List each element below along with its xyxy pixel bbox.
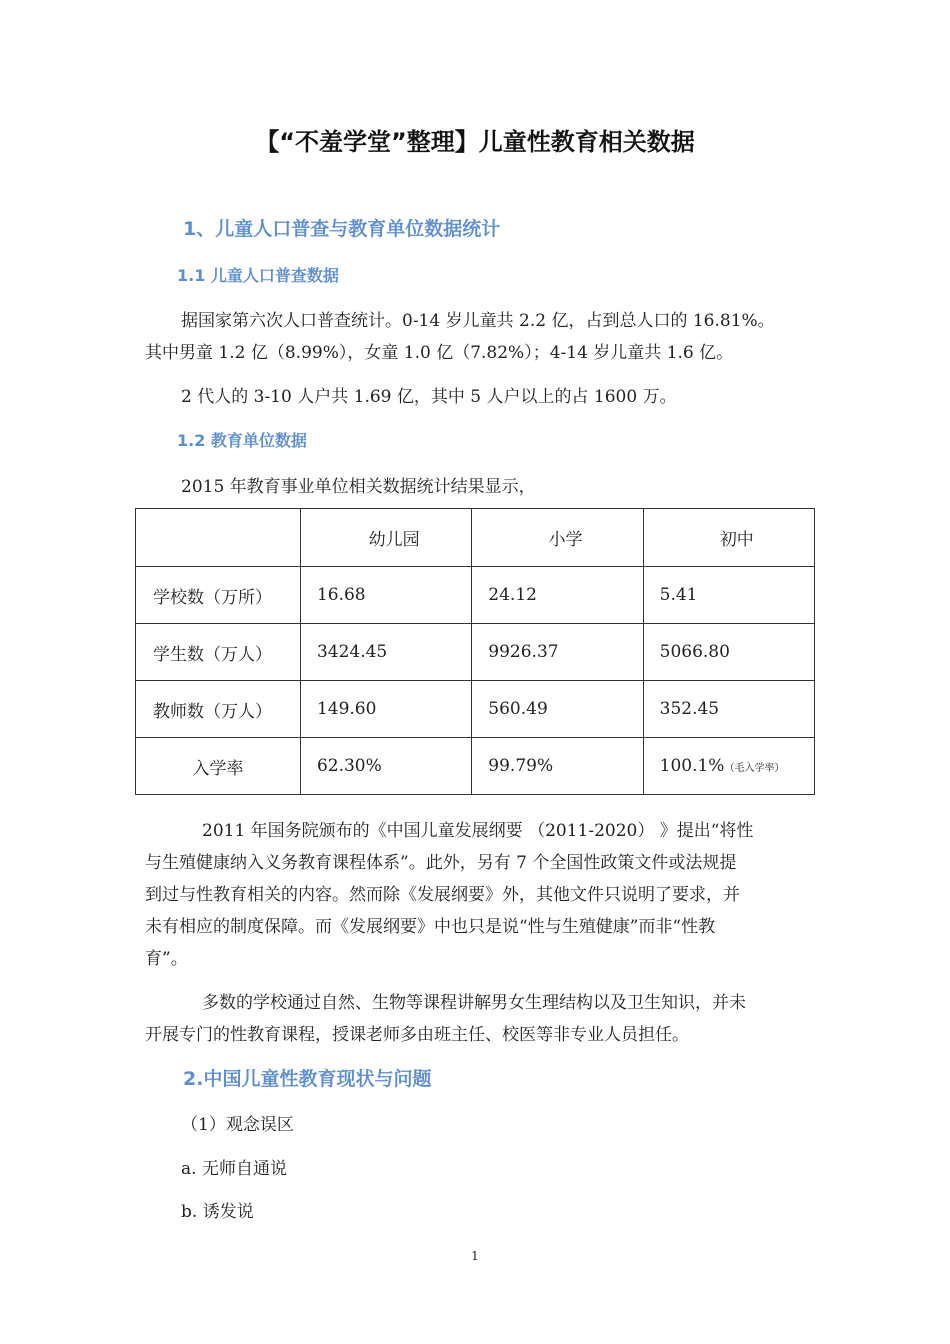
table-header-cell: 小学 [472,509,643,567]
household-paragraph: 2 代人的 3-10 人户共 1.69 亿，其中 5 人户以上的占 1600 万。 [181,387,677,407]
policy-paragraph-line: 与生殖健康纳入义务教育课程体系”。此外，另有 7 个全国性政策文件或法规提 [145,853,737,873]
table-cell: 5066.80 [643,624,814,681]
row-label: 学生数（万人） [136,624,301,681]
table-cell: 3424.45 [300,624,471,681]
policy-paragraph-line: 未有相应的制度保障。而《发展纲要》中也只是说“性与生殖健康”而非“性教 [145,917,716,937]
table-cell: 24.12 [472,567,643,624]
table-row [136,624,815,681]
school-paragraph-line: 开展专门的性教育课程，授课老师多由班主任、校医等非专业人员担任。 [145,1025,689,1045]
table-cell: 9926.37 [472,624,643,681]
table-intro: 2015 年教育事业单位相关数据统计结果显示， [181,477,536,497]
section-1-2-heading: 1.2 教育单位数据 [177,431,307,450]
policy-paragraph-line: 育”。 [145,949,188,969]
row-label: 教师数（万人） [136,681,301,738]
list-item: （1）观念误区 [181,1115,294,1135]
table-row [136,738,815,795]
table-header-row [136,509,815,567]
list-item: b. 诱发说 [181,1202,254,1222]
document-title: 【“不羞学堂”整理】儿童性教育相关数据 [255,128,695,156]
table-cell: 99.79% [472,738,643,795]
table-cell: 16.68 [300,567,471,624]
page-number: 1 [471,1249,479,1263]
table-cell: 149.60 [300,681,471,738]
census-paragraph-line-1: 据国家第六次人口普查统计。0-14 岁儿童共 2.2 亿，占到总人口的 16.81%。 [181,311,775,331]
row-label: 学校数（万所） [136,567,301,624]
table-header-cell [136,509,301,567]
table-cell: 5.41 [643,567,814,624]
education-data-table [135,508,815,795]
section-1-heading: 1、儿童人口普查与教育单位数据统计 [183,218,501,240]
school-paragraph-line: 多数的学校通过自然、生物等课程讲解男女生理结构以及卫生知识，并未 [202,993,746,1013]
table-header-cell: 初中 [643,509,814,567]
row-label: 入学率 [136,738,301,795]
list-item: a. 无师自通说 [181,1159,287,1179]
section-2-heading: 2.中国儿童性教育现状与问题 [183,1068,432,1090]
policy-paragraph-line: 到过与性教育相关的内容。然而除《发展纲要》外，其他文件只说明了要求，并 [145,885,740,905]
table-cell: 62.30% [300,738,471,795]
policy-paragraph-line: 2011 年国务院颁布的《中国儿童发展纲要 （2011-2020） 》提出“将性 [202,821,754,841]
table-cell [643,738,814,795]
table-cell: 560.49 [472,681,643,738]
enrollment-value: 100.1% [659,756,725,776]
table-header-cell: 幼儿园 [300,509,471,567]
census-paragraph-line-2: 其中男童 1.2 亿（8.99%），女童 1.0 亿（7.82%）；4-14 岁儿童共 1.6 亿。 [145,343,734,363]
section-1-1-heading: 1.1 儿童人口普查数据 [177,266,339,285]
table-cell: 352.45 [643,681,814,738]
enrollment-note: （毛入学率） [724,763,785,774]
table-row [136,567,815,624]
table-row [136,681,815,738]
